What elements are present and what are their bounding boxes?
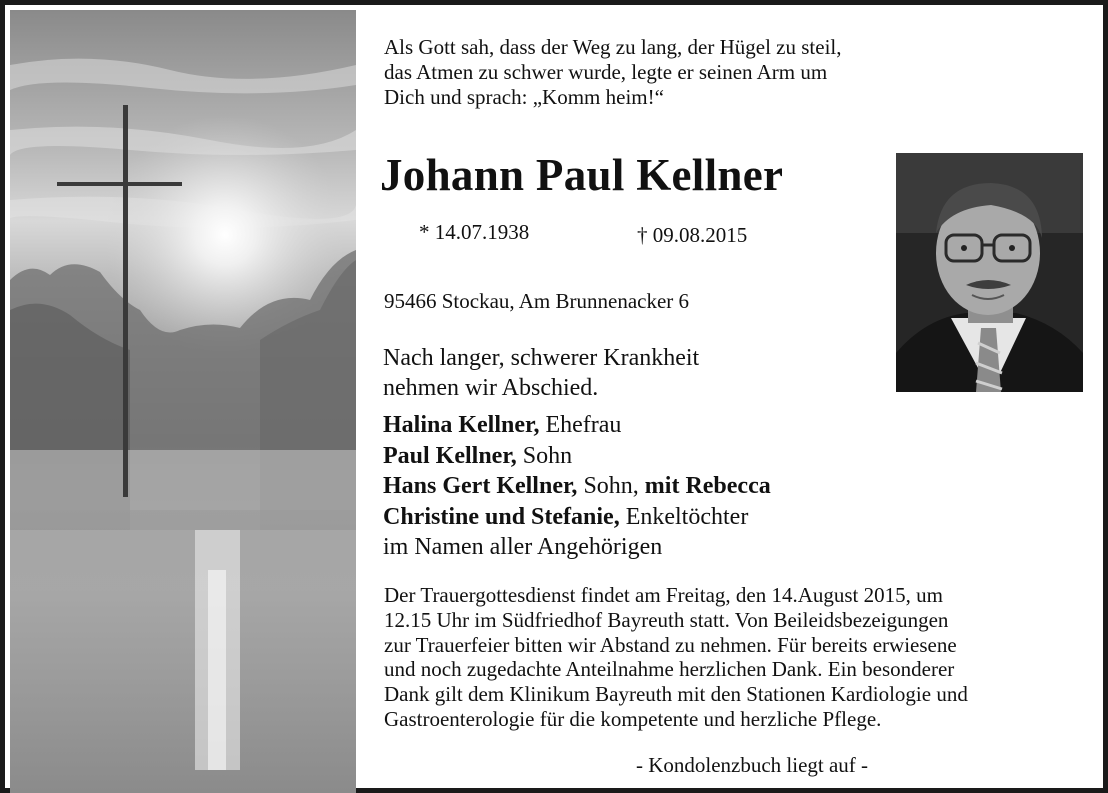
family-member	[383, 502, 863, 533]
family-member	[383, 441, 863, 472]
farewell-line: nehmen wir Abschied.	[383, 375, 599, 401]
service-line: und noch zugedachte Anteilnahme herzlichen Dank. Ein besonderer	[384, 657, 955, 682]
poem-line: Dich und sprach: „Komm heim!“	[384, 85, 664, 109]
member-name: Halina Kellner,	[383, 412, 540, 438]
birth-date: * 14.07.1938	[419, 220, 530, 244]
member-role: Sohn,	[577, 473, 639, 499]
family-list	[383, 410, 863, 563]
condolence-note: - Kondolenzbuch liegt auf -	[635, 753, 869, 777]
deceased-name: Johann Paul Kellner	[380, 150, 784, 200]
member-role: Enkeltöchter	[619, 503, 749, 530]
member-role: Sohn	[516, 442, 573, 469]
family-member: im Namen aller Angehörigen	[383, 534, 663, 560]
service-line: zur Trauerfeier bitten wir Abstand zu nehmen. Für bereits erwiesene	[384, 632, 957, 657]
member-role: Ehefrau	[539, 412, 622, 438]
poem-line: Als Gott sah, dass der Weg zu lang, der Hügel zu steil,	[384, 35, 842, 59]
portrait-photo	[896, 153, 1083, 392]
sunset-landscape-icon	[10, 10, 356, 793]
family-member	[383, 471, 863, 502]
farewell-text	[383, 343, 883, 403]
poem-line: das Atmen zu schwer wurde, legte er seinen Arm um	[384, 60, 828, 84]
service-line: Der Trauergottesdienst findet am Freitag, den 14.August 2015, um	[384, 583, 943, 607]
service-text	[384, 583, 1094, 732]
address: 95466 Stockau, Am Brunnenacker 6	[384, 289, 690, 313]
farewell-line: Nach langer, schwerer Krankheit	[383, 345, 700, 371]
service-line: 12.15 Uhr im Südfriedhof Bayreuth statt. Von Beileidsbezeigungen	[384, 607, 949, 632]
poem	[384, 35, 944, 110]
member-name: mit Rebecca	[638, 473, 771, 499]
service-line: Gastroenterologie für die kompetente und herzliche Pflege.	[384, 706, 882, 731]
member-name: Christine und Stefanie,	[383, 503, 620, 530]
member-name: Hans Gert Kellner,	[383, 473, 578, 499]
member-name: Paul Kellner,	[383, 442, 517, 469]
service-line: Dank gilt dem Klinikum Bayreuth mit den Stationen Kardiologie und	[384, 682, 968, 707]
sunset-river-cross-image	[10, 10, 356, 793]
family-member	[383, 410, 863, 441]
portrait-man-glasses-icon	[896, 153, 1083, 392]
death-date: † 09.08.2015	[637, 223, 748, 247]
